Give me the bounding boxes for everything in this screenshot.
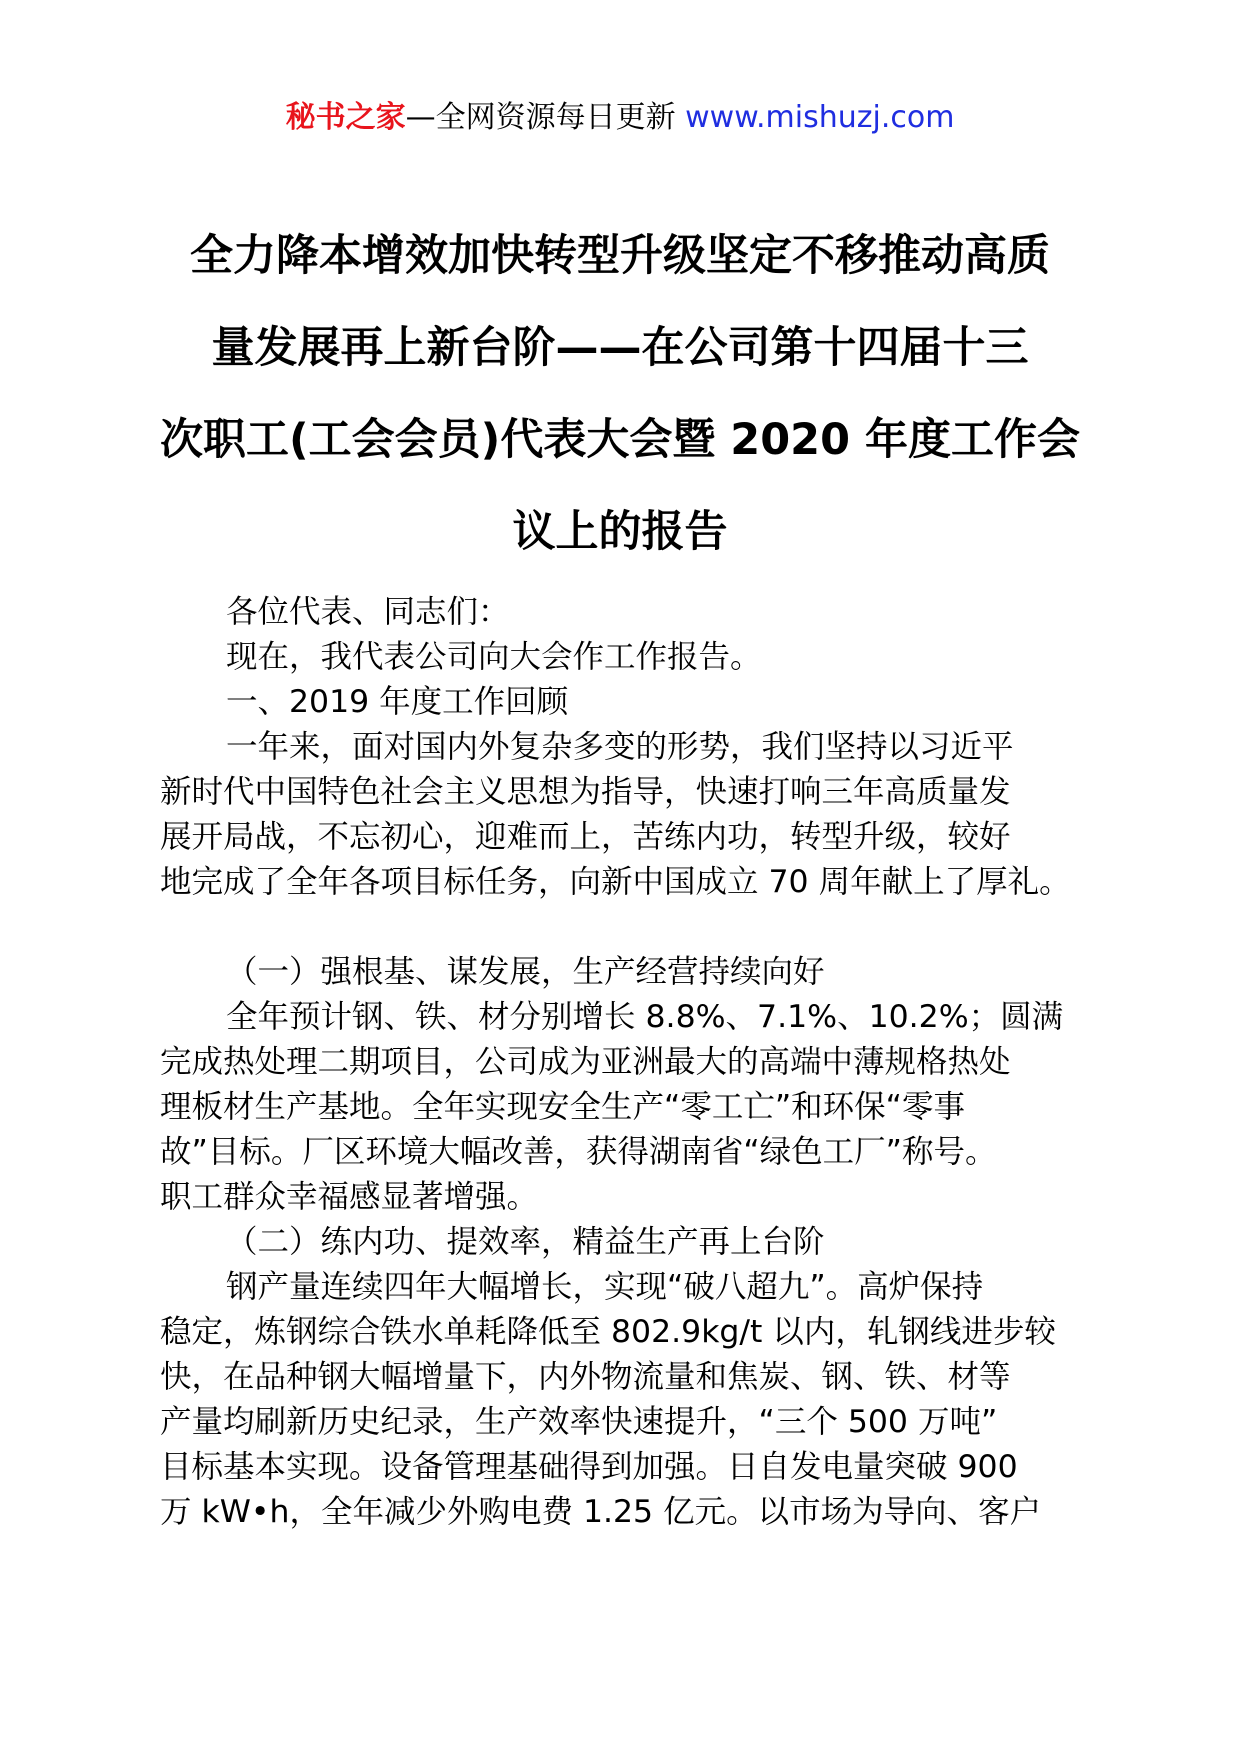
paragraph-line: 职工群众幸福感显著增强。 [160, 1179, 539, 1215]
document-body [160, 590, 1090, 1535]
paragraph-line: 理板材生产基地。全年实现安全生产“零工亡”和环保“零事 [160, 1089, 965, 1125]
paragraph-line: 稳定，炼钢综合铁水单耗降低至 802.9kg/t 以内，轧钢线进步较 [160, 1314, 1056, 1350]
paragraph-gap [160, 905, 1090, 950]
paragraph-line: 新时代中国特色社会主义思想为指导，快速打响三年高质量发 [160, 774, 1011, 810]
paragraph-line: 钢产量连续四年大幅增长，实现“破八超九”。高炉保持 [226, 1269, 984, 1305]
paragraph-line: 目标基本实现。设备管理基础得到加强。日自发电量突破 900 [160, 1449, 1018, 1485]
greeting-text: 各位代表、同志们： [226, 594, 510, 630]
paragraph-line: 故”目标。厂区环境大幅改善，获得湖南省“绿色工厂”称号。 [160, 1134, 997, 1170]
intro-text: 现在，我代表公司向大会作工作报告。 [226, 639, 762, 675]
intro-paragraph [160, 635, 1090, 680]
title-line: 次职工(工会会员)代表大会暨 2020 年度工作会 [160, 415, 1080, 465]
greeting [160, 590, 1090, 635]
paragraph-review [160, 725, 1090, 905]
page-header [0, 98, 1240, 138]
subsection-heading-text: （一）强根基、谋发展，生产经营持续向好 [226, 954, 825, 990]
title-line: 量发展再上新台阶——在公司第十四届十三 [211, 323, 1029, 373]
paragraph-line: 产量均刷新历史纪录，生产效率快速提升，“三个 500 万吨” [160, 1404, 998, 1440]
title-line: 议上的报告 [512, 507, 728, 557]
paragraph-line: 地完成了全年各项目标任务，向新中国成立 70 周年献上了厚礼。 [160, 864, 1071, 900]
paragraph-line: 一年来，面对国内外复杂多变的形势，我们坚持以习近平 [226, 729, 1014, 765]
document-title [150, 210, 1090, 578]
section-heading-text: 一、2019 年度工作回顾 [226, 684, 569, 720]
paragraph-line: 万 kW•h，全年减少外购电费 1.25 亿元。以市场为导向、客户 [160, 1494, 1042, 1530]
subsection-heading [160, 1220, 1090, 1265]
header-tagline: —全网资源每日更新 [405, 100, 686, 135]
title-line: 全力降本增效加快转型升级坚定不移推动高质 [190, 231, 1050, 281]
header-site-url[interactable]: www.mishuzj.com [685, 100, 955, 135]
header-brand: 秘书之家 [285, 100, 406, 135]
section-heading [160, 680, 1090, 725]
paragraph-efficiency [160, 1265, 1090, 1535]
subsection-heading [160, 950, 1090, 995]
paragraph-production [160, 995, 1090, 1220]
paragraph-line: 快，在品种钢大幅增量下，内外物流量和焦炭、钢、铁、材等 [160, 1359, 1011, 1395]
paragraph-line: 完成热处理二期项目，公司成为亚洲最大的高端中薄规格热处 [160, 1044, 1011, 1080]
paragraph-line: 全年预计钢、铁、材分别增长 8.8%、7.1%、10.2%；圆满 [226, 999, 1064, 1035]
paragraph-line: 展开局战，不忘初心，迎难而上，苦练内功，转型升级，较好 [160, 819, 1011, 855]
subsection-heading-text: （二）练内功、提效率，精益生产再上台阶 [226, 1224, 825, 1260]
